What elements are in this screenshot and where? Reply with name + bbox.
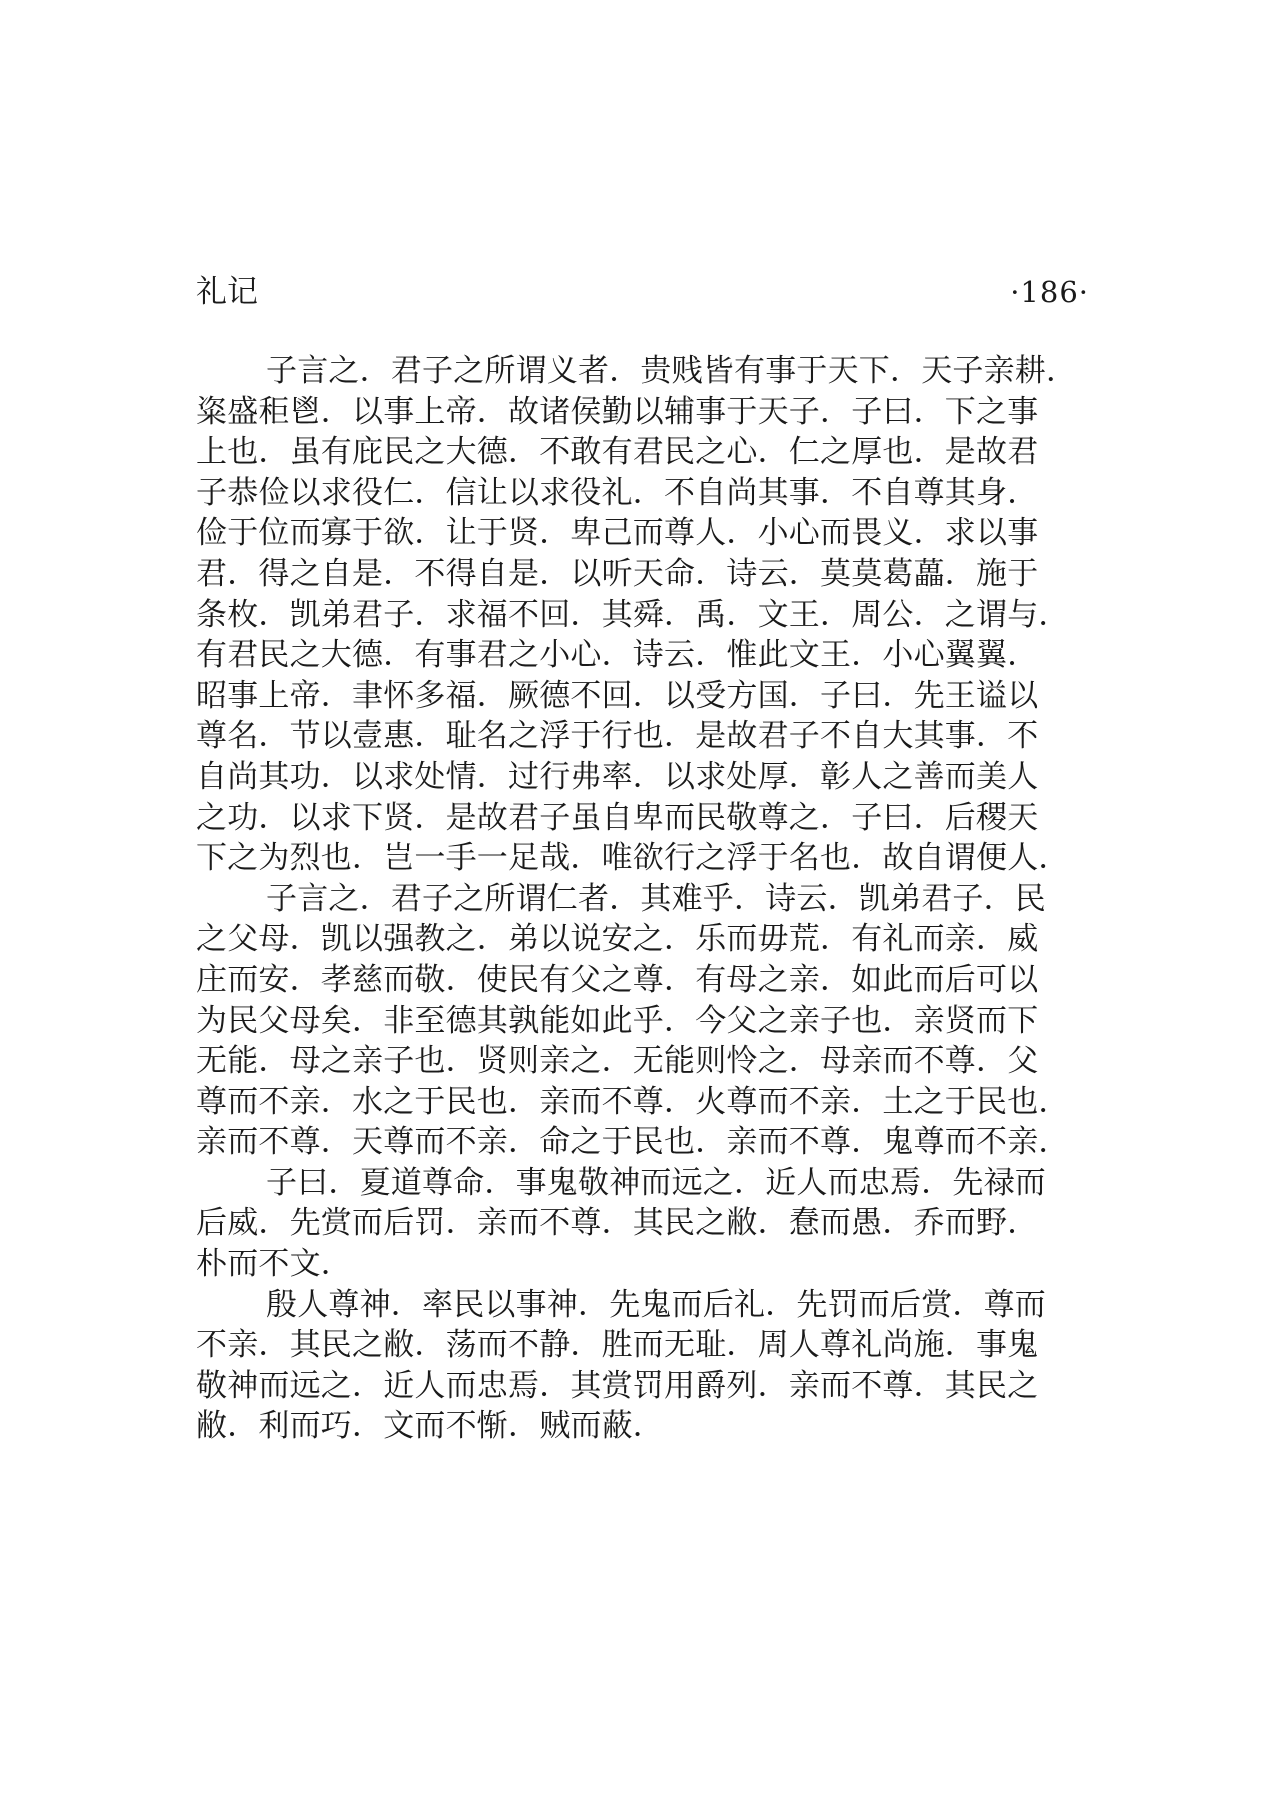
text-line: 君．得之自是．不得自是．以听天命．诗云．莫莫葛藟．施于: [196, 555, 1039, 592]
text-line: 条枚．凯弟君子．求福不回．其舜．禹．文王．周公．之谓与．: [196, 596, 1070, 633]
text-line: 后威．先赏而后罚．亲而不尊．其民之敝．惷而愚．乔而野．: [196, 1205, 1039, 1242]
text-line: 庄而安．孝慈而敬．使民有父之尊．有母之亲．如此而后可以: [196, 961, 1039, 998]
text-line: 敬神而远之．近人而忠焉．其赏罚用爵列．亲而不尊．其民之: [196, 1367, 1039, 1404]
text-line: 敝．利而巧．文而不惭．贼而蔽．: [196, 1408, 664, 1445]
text-line: 之功．以求下贤．是故君子虽自卑而民敬尊之．子曰．后稷天: [196, 799, 1039, 836]
text-line: 之父母．凯以强教之．弟以说安之．乐而毋荒．有礼而亲．威: [196, 921, 1039, 958]
text-line: 昭事上帝．聿怀多福．厥德不回．以受方国．子曰．先王谥以: [196, 677, 1039, 714]
text-line: 粢盛秬鬯．以事上帝．故诸侯勤以辅事于天子．子曰．下之事: [196, 393, 1039, 430]
book-title: 礼记: [196, 274, 258, 310]
text-line: 子曰．夏道尊命．事鬼敬神而远之．近人而忠焉．先禄而: [266, 1164, 1046, 1201]
page-number: ·186·: [1010, 275, 1089, 309]
text-line: 有君民之大德．有事君之小心．诗云．惟此文王．小心翼翼．: [196, 637, 1039, 674]
page-header: [196, 272, 1089, 312]
text-line: 尊名．节以壹惠．耻名之浮于行也．是故君子不自大其事．不: [196, 718, 1039, 755]
text-line: 自尚其功．以求处情．过行弗率．以求处厚．彰人之善而美人: [196, 758, 1039, 795]
text-line: 无能．母之亲子也．贤则亲之．无能则怜之．母亲而不尊．父: [196, 1043, 1039, 1080]
text-line: 子恭俭以求役仁．信让以求役礼．不自尚其事．不自尊其身．: [196, 474, 1039, 511]
text-line: 为民父母矣．非至德其孰能如此乎．今父之亲子也．亲贤而下: [196, 1002, 1039, 1039]
text-line: 尊而不亲．水之于民也．亲而不尊．火尊而不亲．土之于民也．: [196, 1083, 1070, 1120]
body-text: [196, 351, 1096, 1447]
text-line: 上也．虽有庇民之大德．不敢有君民之心．仁之厚也．是故君: [196, 434, 1039, 471]
text-line: 子言之．君子之所谓义者．贵贱皆有事于天下．天子亲耕．: [266, 353, 1078, 389]
text-line: 子言之．君子之所谓仁者．其难乎．诗云．凯弟君子．民: [266, 880, 1046, 917]
text-line: 下之为烈也．岂一手一足哉．唯欲行之浮于名也．故自谓便人．: [196, 840, 1070, 877]
text-line: 俭于位而寡于欲．让于贤．卑己而尊人．小心而畏义．求以事: [196, 515, 1039, 552]
text-line: 殷人尊神．率民以事神．先鬼而后礼．先罚而后赏．尊而: [266, 1286, 1046, 1323]
text-line: 不亲．其民之敝．荡而不静．胜而无耻．周人尊礼尚施．事鬼: [196, 1327, 1039, 1364]
text-line: 亲而不尊．天尊而不亲．命之于民也．亲而不尊．鬼尊而不亲．: [196, 1124, 1070, 1161]
text-line: 朴而不文．: [196, 1246, 352, 1283]
